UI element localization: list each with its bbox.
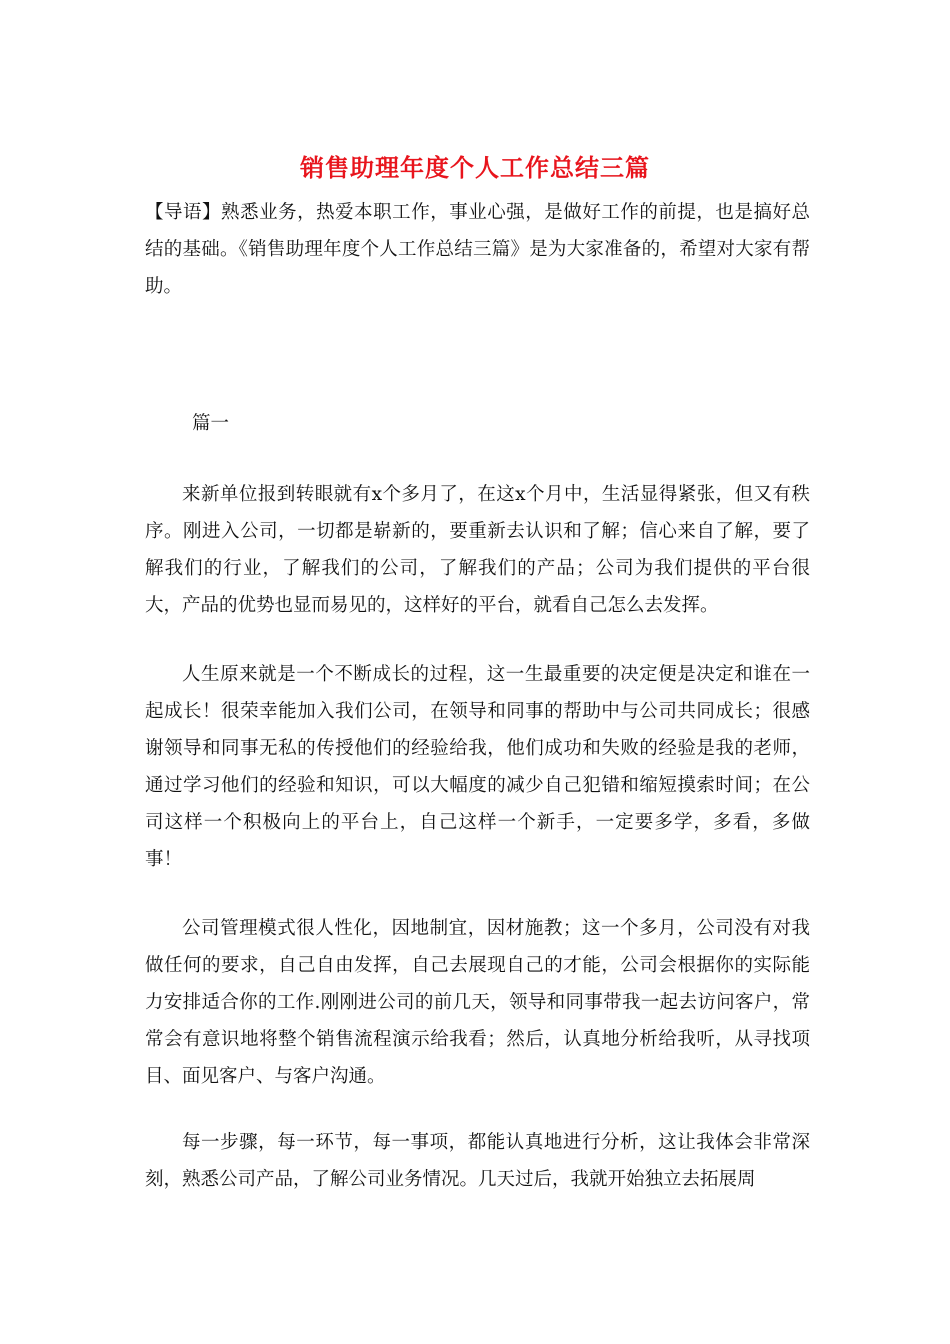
- body-paragraph-3: 公司管理模式很人性化，因地制宜，因材施教；这一个多月，公司没有对我做任何的要求，自己自由发挥，自己去展现自己的才能，公司会根据你的实际能力安排适合你的工作.刚刚进公司的前几天，领导和同事带我一起去访问客户，常常会有意识地将整个销售流程演示给我看；然后，认真地分析给我听，从寻找项目、面见客户、与客户沟通。: [145, 918, 810, 1087]
- document-title: 销售助理年度个人工作总结三篇: [300, 153, 650, 182]
- section-heading: 篇一: [192, 413, 230, 434]
- body-paragraph-1: 来新单位报到转眼就有x个多月了，在这x个月中，生活显得紧张，但又有秩序。刚进入公司，一切都是崭新的，要重新去认识和了解；信心来自了解，要了解我们的行业，了解我们的公司，了解我们的产品；公司为我们提供的平台很大，产品的优势也显而易见的，这样好的平台，就看自己怎么去发挥。: [145, 484, 810, 616]
- body-paragraph-4: 每一步骤，每一环节，每一事项，都能认真地进行分析，这让我体会非常深刻，熟悉公司产品，了解公司业务情况。几天过后，我就开始独立去拓展周: [145, 1132, 810, 1190]
- body-paragraph-2: 人生原来就是一个不断成长的过程，这一生最重要的决定便是决定和谁在一起成长！很荣幸能加入我们公司，在领导和同事的帮助中与公司共同成长；很感谢领导和同事无私的传授他们的经验给我，他们成功和失败的经验是我的老师，通过学习他们的经验和知识，可以大幅度的减少自己犯错和缩短摸索时间；在公司这样一个积极向上的平台上，自己这样一个新手，一定要多学，多看，多做事！: [145, 664, 810, 870]
- intro-paragraph: 【导语】熟悉业务，热爱本职工作，事业心强，是做好工作的前提，也是搞好总结的基础。《销售助理年度个人工作总结三篇》是为大家准备的，希望对大家有帮助。: [145, 202, 810, 297]
